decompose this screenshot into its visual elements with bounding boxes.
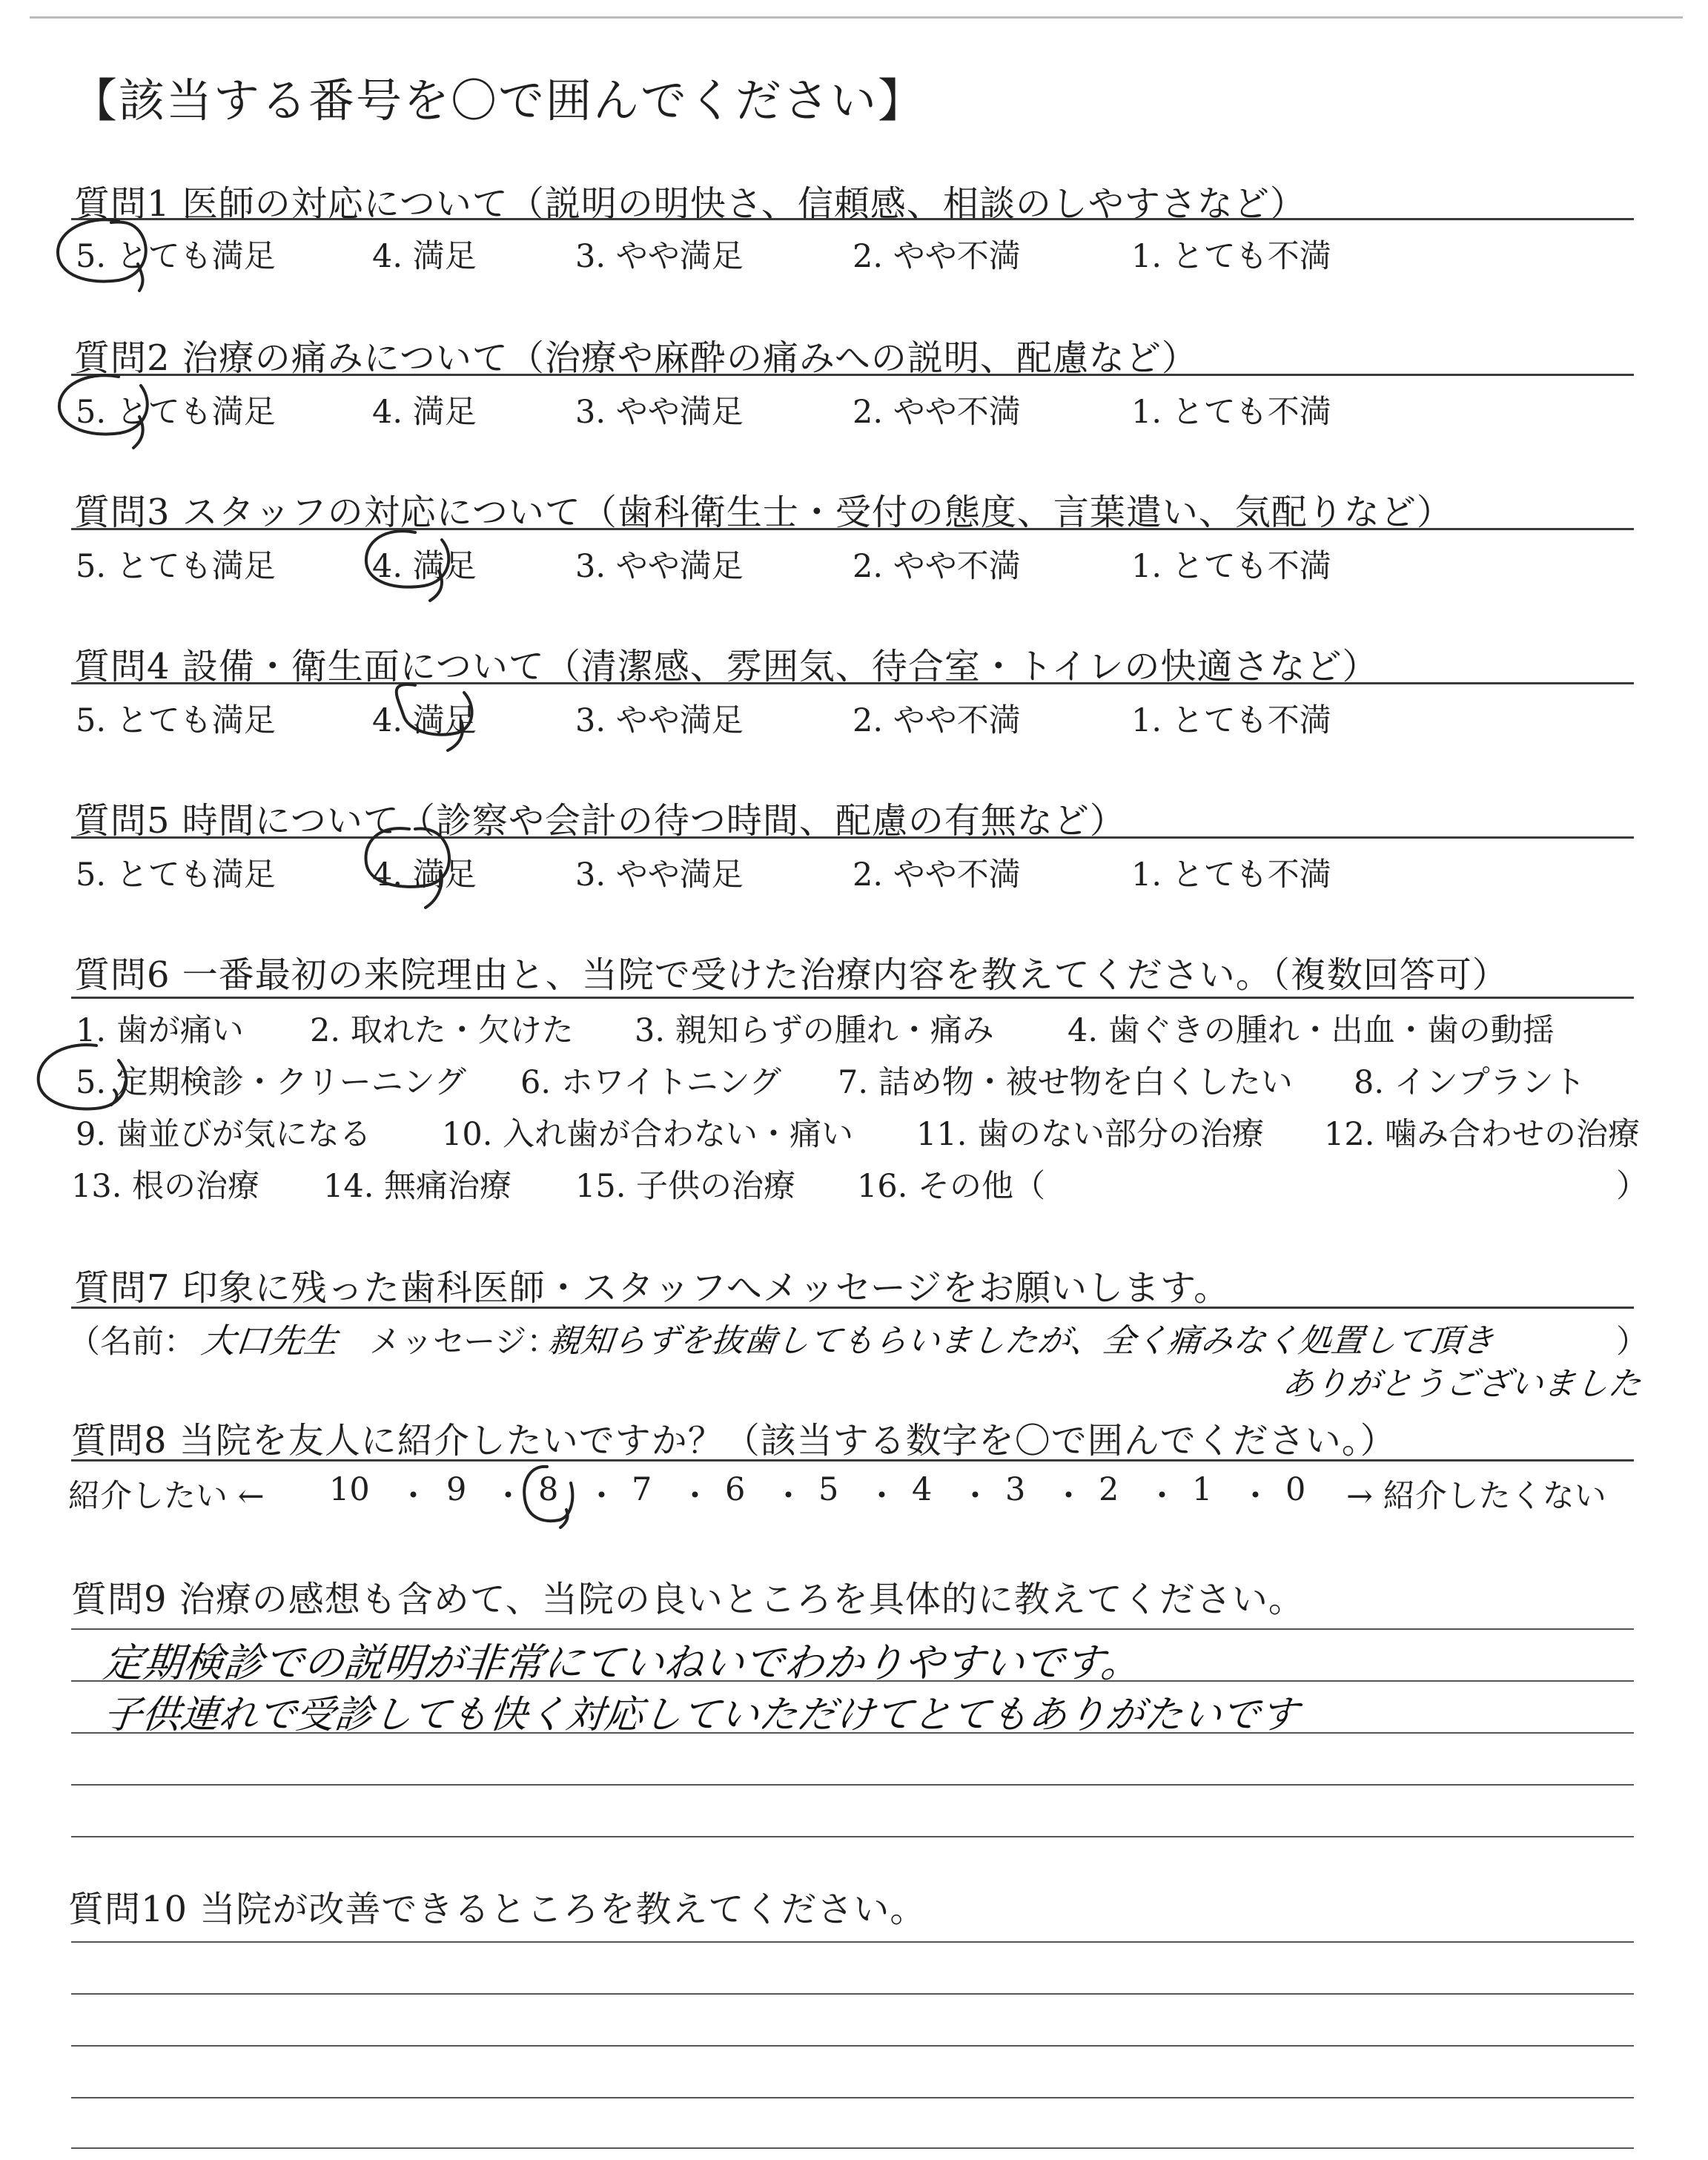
q1-option-3[interactable]: 3. やや満足 [575, 238, 744, 275]
q6-option-7[interactable]: 7. 詰め物・被せ物を白くしたい [838, 1064, 1293, 1101]
q10-answer-line-5[interactable] [71, 2147, 1634, 2149]
q9-answer-line-4 [71, 1784, 1634, 1786]
q1-option-2[interactable]: 2. やや不満 [853, 238, 1021, 275]
q3-option-1[interactable]: 1. とても不満 [1131, 548, 1331, 585]
q8-number-6[interactable]: 6 [725, 1471, 746, 1508]
q6-option-4[interactable]: 4. 歯ぐきの腫れ・出血・歯の動揺 [1068, 1012, 1555, 1049]
q6-option-13[interactable]: 13. 根の治療 [71, 1168, 260, 1205]
question-8-rule [71, 1459, 1634, 1462]
q3-option-2[interactable]: 2. やや不満 [853, 548, 1021, 585]
question-5: 質問5 時間について（診察や会計の待つ時間、配慮の有無など） [74, 800, 1126, 842]
question-5-rule [71, 836, 1634, 839]
q4-option-2[interactable]: 2. やや不満 [853, 702, 1021, 739]
q5-option-3[interactable]: 3. やや満足 [575, 856, 744, 894]
question-4-rule [71, 682, 1634, 684]
q3-option-5[interactable]: 5. とても満足 [76, 548, 276, 585]
q8-dot: ・ [772, 1478, 804, 1515]
q8-dot: ・ [959, 1478, 991, 1515]
q2-option-2[interactable]: 2. やや不満 [853, 394, 1021, 431]
q8-left-label: 紹介したい ← [68, 1478, 265, 1515]
question-3-rule [71, 528, 1634, 530]
q4-option-1[interactable]: 1. とても不満 [1131, 702, 1331, 739]
q6-option-3[interactable]: 3. 親知らずの腫れ・痛み [635, 1012, 994, 1049]
question-7-rule [71, 1307, 1634, 1309]
question-4: 質問4 設備・衛生面について（清潔感、雰囲気、待合室・トイレの快適さなど） [74, 646, 1379, 687]
q4-option-5[interactable]: 5. とても満足 [76, 702, 276, 739]
q6-option-15[interactable]: 15. 子供の治療 [575, 1168, 796, 1205]
q8-dot: ・ [1053, 1478, 1085, 1515]
q2-option-4[interactable]: 4. 満足 [372, 394, 477, 431]
page-top-border [30, 16, 1683, 19]
q6-option-5[interactable]: 5. 定期検診・クリーニング [76, 1064, 466, 1101]
q8-number-5[interactable]: 5 [818, 1471, 839, 1508]
q7-message-handwritten-1[interactable]: 親知らずを抜歯してもらいましたが、全く痛みなく処置して頂き [546, 1322, 1497, 1360]
q6-option-16-close: ） [1616, 1168, 1648, 1205]
q8-dot: ・ [586, 1478, 618, 1515]
q9-answer-line-5 [71, 1836, 1634, 1837]
q6-option-2[interactable]: 2. 取れた・欠けた [310, 1012, 574, 1049]
q7-message-handwritten-2[interactable]: ありがとうございました [1280, 1365, 1644, 1403]
q10-answer-line-2[interactable] [71, 1993, 1634, 1995]
q7-name-handwritten[interactable]: 大口先生 [199, 1321, 340, 1361]
q8-number-3[interactable]: 3 [1005, 1471, 1026, 1508]
q9-answer-handwritten-1[interactable]: 定期検診での説明が非常にていねいでわかりやすいです。 [101, 1639, 1144, 1686]
question-6: 質問6 一番最初の来院理由と、当院で受けた治療内容を教えてください。（複数回答可） [74, 954, 1509, 996]
question-1: 質問1 医師の対応について（説明の明快さ、信頼感、相談のしやすさなど） [74, 183, 1306, 225]
q8-number-9[interactable]: 9 [446, 1471, 467, 1508]
question-2-rule [71, 374, 1634, 376]
q8-dot: ・ [1239, 1478, 1271, 1515]
question-3: 質問3 スタッフの対応について（歯科衛生士・受付の態度、言葉遣い、気配りなど） [74, 492, 1453, 533]
q6-option-11[interactable]: 11. 歯のない部分の治療 [916, 1116, 1265, 1153]
q8-dot: ・ [866, 1478, 898, 1515]
q4-option-4[interactable]: 4. 満足 [372, 702, 477, 739]
question-6-rule [71, 997, 1634, 999]
q8-number-1[interactable]: 1 [1192, 1471, 1213, 1508]
q6-option-14[interactable]: 14. 無痛治療 [323, 1168, 512, 1205]
question-10: 質問10 当院が改善できるところを教えてください。 [68, 1889, 927, 1930]
q5-option-4[interactable]: 4. 満足 [372, 856, 477, 894]
q6-option-9[interactable]: 9. 歯並びが気になる [76, 1116, 371, 1153]
q5-option-2[interactable]: 2. やや不満 [853, 856, 1021, 894]
q1-option-5[interactable]: 5. とても満足 [76, 238, 276, 275]
q8-number-4[interactable]: 4 [912, 1471, 933, 1508]
q8-number-2[interactable]: 2 [1099, 1471, 1119, 1508]
q8-number-8[interactable]: 8 [538, 1471, 559, 1508]
question-1-rule [71, 218, 1634, 220]
q2-option-5[interactable]: 5. とても満足 [76, 394, 276, 431]
q6-option-8[interactable]: 8. インプラント [1354, 1064, 1586, 1101]
q8-dot: ・ [679, 1478, 711, 1515]
question-8: 質問8 当院を友人に紹介したいですか？（該当する数字を〇で囲んでください。） [71, 1420, 1397, 1462]
question-7: 質問7 印象に残った歯科医師・スタッフへメッセージをお願いします。 [74, 1267, 1231, 1309]
form-title: 【該当する番号を〇で囲んでください】 [71, 73, 926, 128]
q3-option-3[interactable]: 3. やや満足 [575, 548, 744, 585]
q6-option-1[interactable]: 1. 歯が痛い [76, 1012, 244, 1049]
q5-option-5[interactable]: 5. とても満足 [76, 856, 276, 894]
q7-close-paren: ） [1616, 1324, 1648, 1361]
q6-option-12[interactable]: 12. 噛み合わせの治療 [1324, 1116, 1641, 1153]
q6-option-16[interactable]: 16. その他（ [857, 1168, 1046, 1205]
q4-option-3[interactable]: 3. やや満足 [575, 702, 744, 739]
q10-answer-line-1[interactable] [71, 1941, 1634, 1943]
q3-option-4[interactable]: 4. 満足 [372, 548, 477, 585]
question-2: 質問2 治療の痛みについて（治療や麻酔の痛みへの説明、配慮など） [74, 337, 1198, 379]
q9-answer-handwritten-2[interactable]: 子供連れで受診しても快く対応していただけてとてもありがたいです [101, 1693, 1301, 1737]
q8-number-10[interactable]: 10 [329, 1471, 370, 1508]
q10-answer-line-4[interactable] [71, 2097, 1634, 2098]
q1-option-1[interactable]: 1. とても不満 [1131, 238, 1331, 275]
q1-option-4[interactable]: 4. 満足 [372, 238, 477, 275]
q7-name-label: （名前： [68, 1324, 196, 1361]
q8-number-7[interactable]: 7 [632, 1471, 652, 1508]
question-9: 質問9 治療の感想も含めて、当院の良いところを具体的に教えてください。 [71, 1579, 1305, 1620]
q6-option-6[interactable]: 6. ホワイトニング [520, 1064, 781, 1101]
q2-option-1[interactable]: 1. とても不満 [1131, 394, 1331, 431]
q9-answer-line-1 [71, 1628, 1634, 1630]
q6-option-10[interactable]: 10. 入れ歯が合わない・痛い [442, 1116, 854, 1153]
q7-message-label: メッセージ： [369, 1324, 559, 1361]
q8-dot: ・ [492, 1478, 524, 1515]
q8-dot: ・ [397, 1478, 429, 1515]
q8-number-0[interactable]: 0 [1285, 1471, 1306, 1508]
q5-option-1[interactable]: 1. とても不満 [1131, 856, 1331, 894]
q2-option-3[interactable]: 3. やや満足 [575, 394, 744, 431]
q8-right-label: → 紹介したくない [1346, 1478, 1606, 1515]
q8-dot: ・ [1146, 1478, 1178, 1515]
q10-answer-line-3[interactable] [71, 2045, 1634, 2047]
